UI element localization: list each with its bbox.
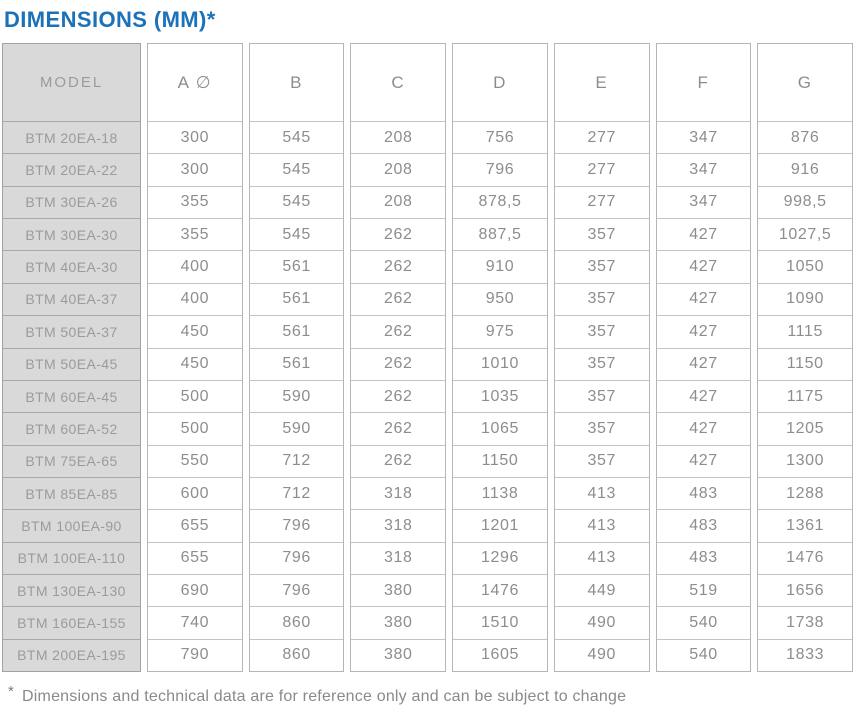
- model-cell: BTM 30EA-26: [3, 186, 140, 218]
- value-cell: 318: [351, 477, 445, 509]
- value-cell: 427: [657, 283, 751, 315]
- value-cell: 1510: [453, 606, 547, 638]
- value-cell: 561: [250, 250, 344, 282]
- footnote-text: Dimensions and technical data are for reference only and can be subject to change: [22, 688, 627, 705]
- value-cell: 208: [351, 153, 445, 185]
- value-cell: 427: [657, 250, 751, 282]
- value-cell: 1027,5: [758, 218, 852, 250]
- value-cell: 1296: [453, 542, 547, 574]
- page-title: DIMENSIONS (MM)*: [4, 7, 216, 32]
- column-header-b: B: [290, 72, 303, 92]
- value-cell: 876: [758, 121, 852, 153]
- model-cell: BTM 20EA-18: [3, 121, 140, 153]
- value-cell: 262: [351, 445, 445, 477]
- model-cell: BTM 130EA-130: [3, 574, 140, 606]
- model-cell: BTM 85EA-85: [3, 477, 140, 509]
- value-cell: 561: [250, 348, 344, 380]
- value-cell: 1115: [758, 315, 852, 347]
- value-cell: 1288: [758, 477, 852, 509]
- value-cell: 1833: [758, 639, 852, 671]
- data-column-a: [147, 43, 243, 672]
- value-cell: 1050: [758, 250, 852, 282]
- data-column-b: [249, 43, 345, 672]
- value-cell: 427: [657, 380, 751, 412]
- value-cell: 690: [148, 574, 242, 606]
- value-cell: 796: [453, 153, 547, 185]
- value-cell: 756: [453, 121, 547, 153]
- value-cell: 950: [453, 283, 547, 315]
- value-cell: 380: [351, 639, 445, 671]
- value-cell: 262: [351, 412, 445, 444]
- value-cell: 449: [555, 574, 649, 606]
- column-header-a: A ∅: [177, 72, 213, 92]
- value-cell: 400: [148, 250, 242, 282]
- value-cell: 262: [351, 218, 445, 250]
- value-cell: 357: [555, 380, 649, 412]
- value-cell: 550: [148, 445, 242, 477]
- data-column-d: [452, 43, 548, 672]
- value-cell: 277: [555, 186, 649, 218]
- model-cell: BTM 60EA-52: [3, 412, 140, 444]
- column-header-c: C: [391, 72, 406, 92]
- value-cell: 655: [148, 542, 242, 574]
- value-cell: 1738: [758, 606, 852, 638]
- value-cell: 355: [148, 218, 242, 250]
- model-column: [2, 43, 141, 672]
- value-cell: 427: [657, 412, 751, 444]
- value-cell: 427: [657, 348, 751, 380]
- value-cell: 545: [250, 153, 344, 185]
- value-cell: 796: [250, 509, 344, 541]
- value-cell: 277: [555, 121, 649, 153]
- value-cell: 878,5: [453, 186, 547, 218]
- value-cell: 262: [351, 250, 445, 282]
- value-cell: 519: [657, 574, 751, 606]
- value-cell: 262: [351, 380, 445, 412]
- value-cell: 490: [555, 639, 649, 671]
- model-cell: BTM 30EA-30: [3, 218, 140, 250]
- value-cell: 790: [148, 639, 242, 671]
- value-cell: 262: [351, 348, 445, 380]
- footnote: [8, 683, 855, 706]
- data-column-e: [554, 43, 650, 672]
- value-cell: 1205: [758, 412, 852, 444]
- value-cell: 357: [555, 250, 649, 282]
- value-cell: 1090: [758, 283, 852, 315]
- data-column-g: [757, 43, 853, 672]
- value-cell: 413: [555, 477, 649, 509]
- column-header-e: E: [595, 72, 609, 92]
- value-cell: 347: [657, 153, 751, 185]
- value-cell: 500: [148, 380, 242, 412]
- value-cell: 545: [250, 218, 344, 250]
- model-cell: BTM 200EA-195: [3, 639, 140, 671]
- value-cell: 300: [148, 153, 242, 185]
- value-cell: 380: [351, 606, 445, 638]
- value-cell: 712: [250, 445, 344, 477]
- value-cell: 357: [555, 412, 649, 444]
- value-cell: 545: [250, 121, 344, 153]
- value-cell: 413: [555, 509, 649, 541]
- model-cell: BTM 60EA-45: [3, 380, 140, 412]
- column-header-f: F: [697, 72, 710, 92]
- value-cell: 357: [555, 315, 649, 347]
- value-cell: 910: [453, 250, 547, 282]
- value-cell: 318: [351, 542, 445, 574]
- model-cell: BTM 40EA-30: [3, 250, 140, 282]
- value-cell: 357: [555, 445, 649, 477]
- value-cell: 860: [250, 606, 344, 638]
- value-cell: 545: [250, 186, 344, 218]
- value-cell: 427: [657, 218, 751, 250]
- value-cell: 413: [555, 542, 649, 574]
- value-cell: 887,5: [453, 218, 547, 250]
- value-cell: 357: [555, 283, 649, 315]
- value-cell: 483: [657, 542, 751, 574]
- model-column-header: MODEL: [39, 74, 104, 91]
- value-cell: 655: [148, 509, 242, 541]
- value-cell: 277: [555, 153, 649, 185]
- value-cell: 300: [148, 121, 242, 153]
- value-cell: 1150: [453, 445, 547, 477]
- value-cell: 208: [351, 186, 445, 218]
- value-cell: 427: [657, 445, 751, 477]
- value-cell: 740: [148, 606, 242, 638]
- model-cell: BTM 40EA-37: [3, 283, 140, 315]
- model-cell: BTM 50EA-45: [3, 348, 140, 380]
- value-cell: 998,5: [758, 186, 852, 218]
- value-cell: 1138: [453, 477, 547, 509]
- model-cell: BTM 160EA-155: [3, 606, 140, 638]
- column-header-g: G: [797, 72, 813, 92]
- footnote-asterisk: *: [8, 683, 15, 700]
- data-column-f: [656, 43, 752, 672]
- value-cell: 1150: [758, 348, 852, 380]
- dimensions-table: [2, 43, 853, 672]
- model-cell: BTM 100EA-110: [3, 542, 140, 574]
- value-cell: 500: [148, 412, 242, 444]
- value-cell: 450: [148, 348, 242, 380]
- value-cell: 318: [351, 509, 445, 541]
- value-cell: 916: [758, 153, 852, 185]
- value-cell: 796: [250, 574, 344, 606]
- value-cell: 860: [250, 639, 344, 671]
- value-cell: 262: [351, 283, 445, 315]
- value-cell: 796: [250, 542, 344, 574]
- value-cell: 1201: [453, 509, 547, 541]
- value-cell: 1035: [453, 380, 547, 412]
- value-cell: 1300: [758, 445, 852, 477]
- value-cell: 561: [250, 315, 344, 347]
- value-cell: 1476: [758, 542, 852, 574]
- value-cell: 208: [351, 121, 445, 153]
- value-cell: 590: [250, 412, 344, 444]
- value-cell: 1065: [453, 412, 547, 444]
- value-cell: 600: [148, 477, 242, 509]
- model-cell: BTM 75EA-65: [3, 445, 140, 477]
- value-cell: 1476: [453, 574, 547, 606]
- value-cell: 483: [657, 477, 751, 509]
- value-cell: 590: [250, 380, 344, 412]
- value-cell: 712: [250, 477, 344, 509]
- data-column-c: [350, 43, 446, 672]
- value-cell: 347: [657, 186, 751, 218]
- value-cell: 380: [351, 574, 445, 606]
- value-cell: 262: [351, 315, 445, 347]
- model-cell: BTM 100EA-90: [3, 509, 140, 541]
- model-cell: BTM 20EA-22: [3, 153, 140, 185]
- column-header-d: D: [493, 72, 507, 92]
- value-cell: 490: [555, 606, 649, 638]
- value-cell: 1175: [758, 380, 852, 412]
- value-cell: 400: [148, 283, 242, 315]
- value-cell: 427: [657, 315, 751, 347]
- value-cell: 450: [148, 315, 242, 347]
- value-cell: 1010: [453, 348, 547, 380]
- value-cell: 1656: [758, 574, 852, 606]
- model-cell: BTM 50EA-37: [3, 315, 140, 347]
- value-cell: 1361: [758, 509, 852, 541]
- value-cell: 975: [453, 315, 547, 347]
- value-cell: 357: [555, 348, 649, 380]
- value-cell: 355: [148, 186, 242, 218]
- value-cell: 540: [657, 639, 751, 671]
- value-cell: 483: [657, 509, 751, 541]
- value-cell: 540: [657, 606, 751, 638]
- value-cell: 357: [555, 218, 649, 250]
- value-cell: 561: [250, 283, 344, 315]
- value-cell: 1605: [453, 639, 547, 671]
- value-cell: 347: [657, 121, 751, 153]
